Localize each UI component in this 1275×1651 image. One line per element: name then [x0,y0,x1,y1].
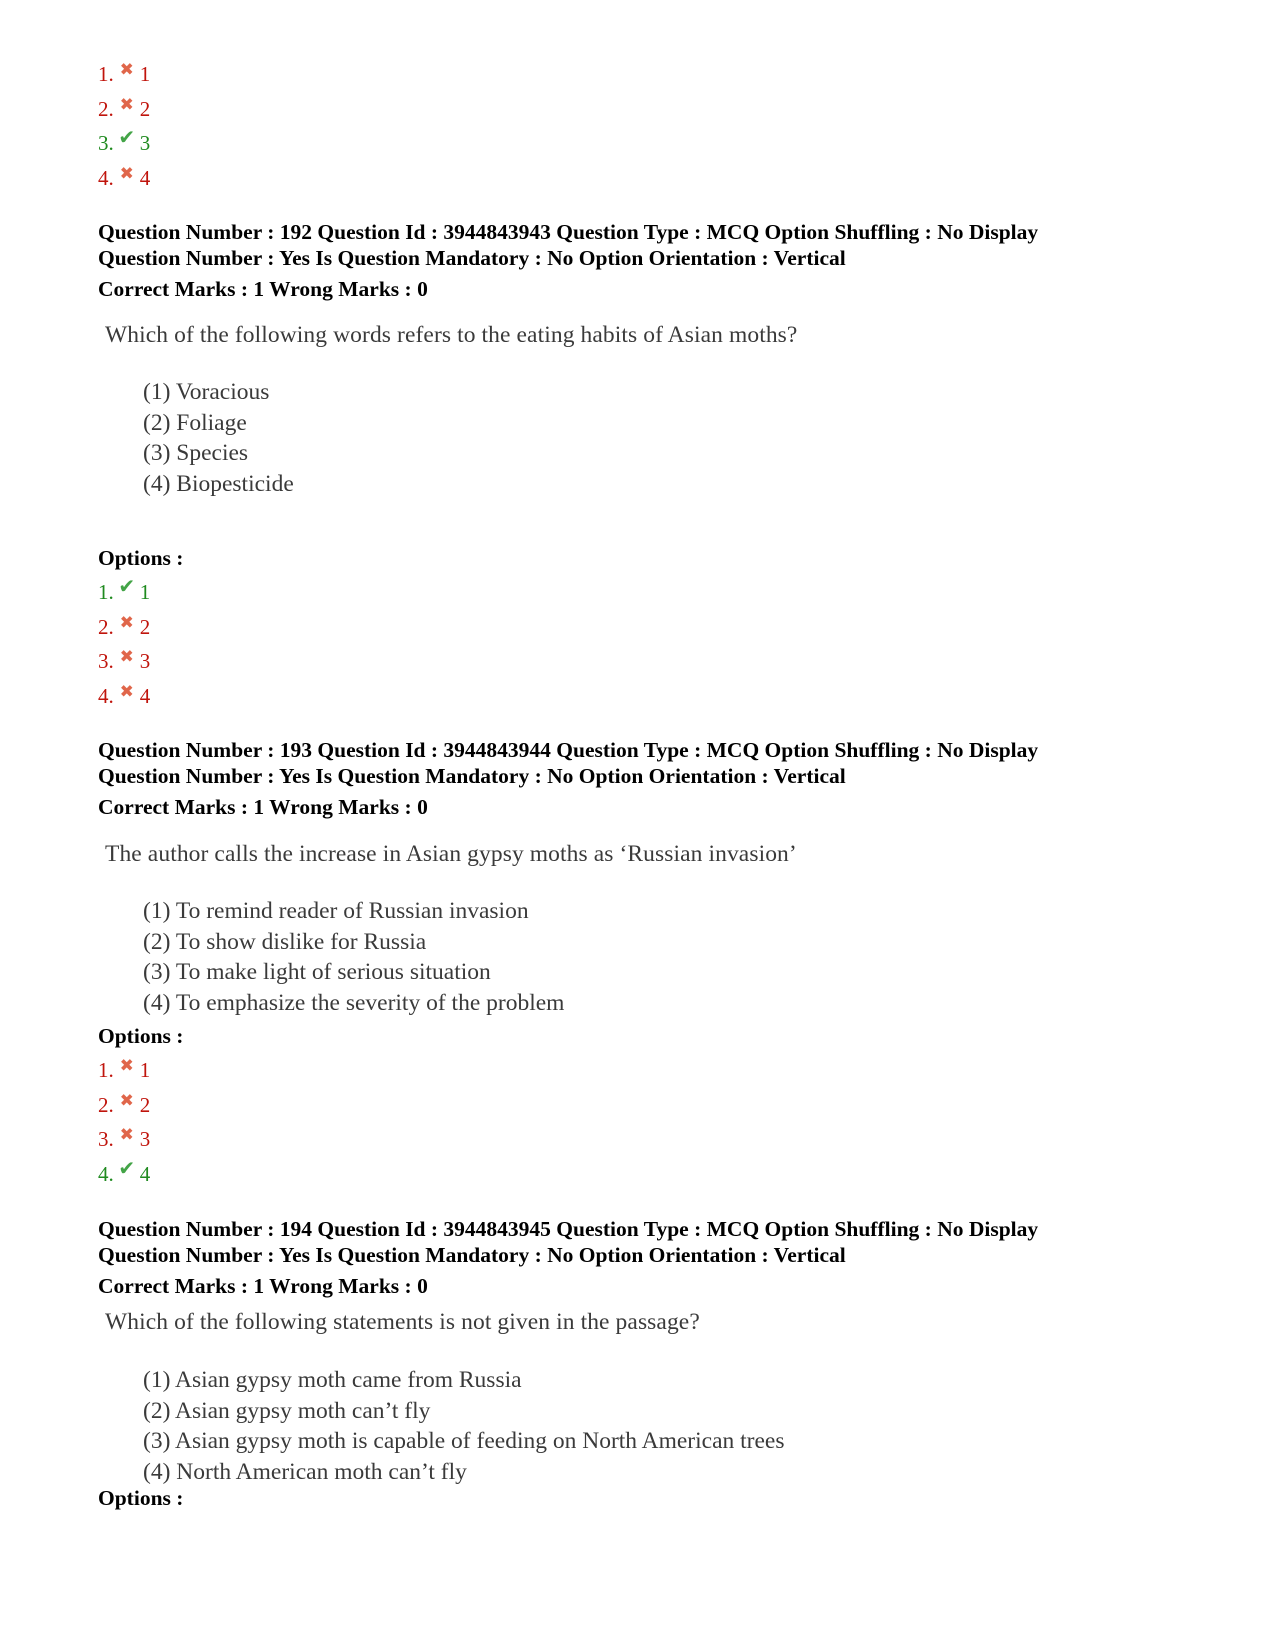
option-item [98,126,150,161]
option-value: 3 [139,131,151,155]
option-value: 2 [139,1092,151,1117]
question-194-meta [98,1216,1038,1299]
question-193-text: The author calls the increase in Asian gypsy moths as ‘Russian invasion’ [105,841,797,867]
cross-icon: ✖ [119,647,134,666]
option-number: 3. [98,1127,114,1151]
option-value: 1 [139,62,151,86]
option-value: 4 [139,165,151,190]
option-number: 1. [98,62,114,86]
option-item [98,644,150,679]
option-item [98,1157,150,1192]
option-item [98,575,150,610]
option-number: 2. [98,1092,114,1117]
question-192-meta [98,219,1038,302]
question-meta-line: Question Number : 194 Question Id : 3944843945 Question Type : MCQ Option Shuffling : No Display [98,1217,1039,1241]
option-value: 3 [139,1127,151,1151]
check-icon: ✔ [118,1157,136,1180]
question-193-choices [143,896,564,1018]
option-value: 3 [139,649,151,673]
option-value: 2 [139,614,151,639]
option-item [98,1088,150,1123]
option-item [98,1053,150,1088]
option-value: 4 [139,683,151,708]
cross-icon: ✖ [119,60,134,79]
option-number: 2. [98,614,114,639]
option-number: 1. [98,1058,114,1082]
question-meta-line: Question Number : 193 Question Id : 3944843944 Question Type : MCQ Option Shuffling : No Display [98,738,1039,762]
option-value: 1 [139,1058,151,1082]
option-number: 3. [98,131,114,155]
cross-icon: ✖ [119,1056,134,1075]
previous-question-options [98,57,150,195]
choice-item: (2) Foliage [143,409,247,436]
option-number: 3. [98,649,114,673]
option-value: 4 [139,1161,151,1186]
question-meta-line: Question Number : Yes Is Question Mandatory : No Option Orientation : Vertical [98,1243,846,1267]
option-item [98,161,150,196]
cross-icon: ✖ [119,94,134,114]
marks-line: Correct Marks : 1 Wrong Marks : 0 [98,1274,428,1298]
marks-line: Correct Marks : 1 Wrong Marks : 0 [98,795,428,819]
options-label: Options : [98,546,184,570]
option-number: 1. [98,580,114,604]
question-193-meta [98,737,1038,820]
choice-item: (1) Voracious [143,379,270,405]
check-icon: ✔ [118,576,136,598]
option-number: 4. [98,1161,114,1186]
options-label: Options : [98,1486,184,1510]
choice-item: (3) To make light of serious situation [143,959,491,985]
question-194-text: Which of the following statements is not given in the passage? [105,1309,700,1335]
cross-icon: ✖ [119,612,134,632]
question-meta-line: Question Number : Yes Is Question Mandatory : No Option Orientation : Vertical [98,246,846,270]
question-193-options [98,1053,150,1191]
question-192-text: Which of the following words refers to the eating habits of Asian moths? [105,322,798,348]
option-item [98,57,150,92]
option-number: 4. [98,683,114,708]
cross-icon: ✖ [119,681,134,701]
choice-item: (4) To emphasize the severity of the problem [143,989,565,1016]
check-icon: ✔ [118,127,136,149]
choice-item: (4) North American moth can’t fly [143,1458,467,1485]
choice-item: (2) To show dislike for Russia [143,928,427,955]
option-number: 2. [98,96,114,121]
cross-icon: ✖ [119,1125,134,1144]
option-item [98,679,150,714]
choice-item: (3) Species [143,440,249,466]
choice-item: (1) To remind reader of Russian invasion [143,898,529,924]
option-number: 4. [98,165,114,190]
question-194-choices [143,1365,785,1487]
question-192-options [98,575,150,713]
cross-icon: ✖ [119,1090,134,1110]
marks-line: Correct Marks : 1 Wrong Marks : 0 [98,277,428,301]
question-meta-line: Question Number : Yes Is Question Mandatory : No Option Orientation : Vertical [98,764,846,788]
choice-item: (1) Asian gypsy moth came from Russia [143,1367,522,1393]
cross-icon: ✖ [119,163,134,183]
options-label: Options : [98,1024,184,1048]
question-192-choices [143,377,294,499]
option-value: 2 [139,96,151,121]
question-meta-line: Question Number : 192 Question Id : 3944843943 Question Type : MCQ Option Shuffling : No Display [98,220,1039,244]
option-item [98,610,150,645]
choice-item: (2) Asian gypsy moth can’t fly [143,1397,431,1424]
choice-item: (3) Asian gypsy moth is capable of feeding on North American trees [143,1428,785,1454]
option-value: 1 [139,580,151,604]
choice-item: (4) Biopesticide [143,470,294,497]
